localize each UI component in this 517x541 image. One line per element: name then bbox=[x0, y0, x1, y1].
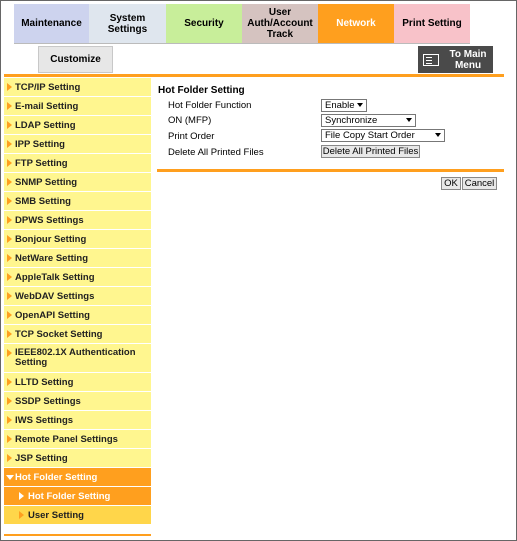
tab-label-line: User bbox=[268, 7, 292, 18]
chevron-down-icon bbox=[406, 118, 412, 122]
tab-label-line: Auth/Account bbox=[247, 18, 313, 29]
triangle-right-icon bbox=[7, 349, 12, 357]
triangle-right-icon bbox=[7, 197, 12, 205]
sidebar-item-ftp[interactable] bbox=[4, 154, 151, 173]
sidebar-item-label bbox=[15, 348, 136, 368]
tab-print-setting[interactable] bbox=[394, 4, 470, 44]
tab-user-auth[interactable] bbox=[242, 4, 318, 44]
sidebar-item-tcp-socket[interactable] bbox=[4, 325, 151, 344]
field-label-hot-folder-function: Hot Folder Function bbox=[168, 100, 252, 111]
tab-label: Network bbox=[336, 18, 376, 29]
triangle-down-icon bbox=[6, 475, 14, 480]
sidebar-item-label: DPWS Settings bbox=[15, 214, 84, 226]
sidebar-item-tcpip[interactable] bbox=[4, 78, 151, 97]
sidebar-item-label: SMB Setting bbox=[15, 195, 71, 207]
sidebar-item-label: SSDP Settings bbox=[15, 395, 81, 407]
sidebar-item-hot-folder[interactable] bbox=[4, 468, 151, 487]
triangle-right-icon bbox=[7, 178, 12, 186]
triangle-right-icon bbox=[19, 492, 24, 500]
tab-customize[interactable] bbox=[38, 46, 113, 73]
sidebar-item-label: WebDAV Settings bbox=[15, 290, 95, 302]
header-divider bbox=[4, 74, 504, 77]
triangle-right-icon bbox=[7, 416, 12, 424]
tab-label bbox=[247, 7, 313, 40]
sidebar-item-label: IPP Setting bbox=[15, 138, 65, 150]
sidebar-item-label: Hot Folder Setting bbox=[15, 471, 98, 483]
sidebar-item-snmp[interactable] bbox=[4, 173, 151, 192]
sidebar-item-label: SNMP Setting bbox=[15, 176, 78, 188]
select-value: File Copy Start Order bbox=[325, 130, 415, 141]
tab-label: Maintenance bbox=[21, 18, 82, 29]
tab-label-line: Track bbox=[266, 29, 294, 40]
tab-label: Customize bbox=[50, 54, 101, 65]
triangle-right-icon bbox=[7, 83, 12, 91]
sidebar-item-netware[interactable] bbox=[4, 249, 151, 268]
sidebar-item-label-line: IEEE802.1X Authentication bbox=[15, 347, 136, 358]
tab-maintenance[interactable] bbox=[14, 4, 89, 44]
triangle-right-icon bbox=[7, 378, 12, 386]
sidebar-item-label-line: Setting bbox=[15, 357, 48, 368]
content-divider bbox=[157, 169, 504, 172]
sidebar-item-label: TCP Socket Setting bbox=[15, 328, 103, 340]
field-label-delete-all-printed: Delete All Printed Files bbox=[168, 147, 264, 158]
sidebar-item-ldap[interactable] bbox=[4, 116, 151, 135]
triangle-right-icon bbox=[7, 102, 12, 110]
tab-label: Print Setting bbox=[402, 18, 462, 29]
ok-button[interactable]: OK bbox=[441, 177, 461, 190]
triangle-right-icon bbox=[7, 254, 12, 262]
sidebar-item-openapi[interactable] bbox=[4, 306, 151, 325]
triangle-right-icon bbox=[7, 311, 12, 319]
sidebar-item-label: TCP/IP Setting bbox=[15, 81, 81, 93]
cancel-button[interactable]: Cancel bbox=[462, 177, 497, 190]
sidebar-item-dpws[interactable] bbox=[4, 211, 151, 230]
triangle-right-icon bbox=[7, 273, 12, 281]
to-main-line: To Main bbox=[449, 48, 487, 60]
sidebar-item-iws[interactable] bbox=[4, 411, 151, 430]
sidebar-item-label: LLTD Setting bbox=[15, 376, 74, 388]
on-mfp-select[interactable] bbox=[321, 114, 416, 127]
sidebar-item-webdav[interactable] bbox=[4, 287, 151, 306]
to-main-menu-label bbox=[445, 49, 493, 71]
sidebar-item-label: OpenAPI Setting bbox=[15, 309, 90, 321]
sidebar-item-label: User Setting bbox=[28, 509, 84, 521]
triangle-right-icon bbox=[19, 511, 24, 519]
sidebar-item-label: Bonjour Setting bbox=[15, 233, 87, 245]
chevron-down-icon bbox=[357, 103, 363, 107]
sidebar-item-label: FTP Setting bbox=[15, 157, 68, 169]
sidebar-item-label: Hot Folder Setting bbox=[28, 490, 111, 502]
sidebar-item-label: LDAP Setting bbox=[15, 119, 76, 131]
sidebar-subitem-hot-folder-setting[interactable] bbox=[4, 487, 151, 506]
sidebar-item-bonjour[interactable] bbox=[4, 230, 151, 249]
sidebar-nav bbox=[4, 78, 151, 525]
tab-label: Security bbox=[184, 18, 224, 29]
sidebar-item-lltd[interactable] bbox=[4, 373, 151, 392]
sidebar-item-ipp[interactable] bbox=[4, 135, 151, 154]
sidebar-item-ieee8021x[interactable] bbox=[4, 344, 151, 373]
select-value: Synchronize bbox=[325, 115, 378, 126]
sidebar-item-label: Remote Panel Settings bbox=[15, 433, 118, 445]
sidebar-item-smb[interactable] bbox=[4, 192, 151, 211]
tab-label: System Settings bbox=[107, 12, 148, 35]
triangle-right-icon bbox=[7, 159, 12, 167]
sidebar-item-appletalk[interactable] bbox=[4, 268, 151, 287]
tab-network[interactable] bbox=[318, 4, 394, 44]
triangle-right-icon bbox=[7, 435, 12, 443]
triangle-right-icon bbox=[7, 216, 12, 224]
triangle-right-icon bbox=[7, 121, 12, 129]
sidebar-bottom-divider bbox=[4, 534, 151, 536]
triangle-right-icon bbox=[7, 397, 12, 405]
tab-system-settings[interactable] bbox=[89, 4, 166, 44]
hot-folder-function-select[interactable] bbox=[321, 99, 367, 112]
sidebar-item-label: IWS Settings bbox=[15, 414, 74, 426]
print-order-select[interactable] bbox=[321, 129, 445, 142]
to-main-menu-button[interactable] bbox=[418, 46, 493, 73]
triangle-right-icon bbox=[7, 292, 12, 300]
sidebar-item-email[interactable] bbox=[4, 97, 151, 116]
triangle-right-icon bbox=[7, 330, 12, 338]
tab-security[interactable] bbox=[166, 4, 242, 44]
chevron-down-icon bbox=[435, 133, 441, 137]
sidebar-item-label: JSP Setting bbox=[15, 452, 68, 464]
page-title: Hot Folder Setting bbox=[158, 85, 245, 96]
field-label-print-order: Print Order bbox=[168, 131, 215, 142]
triangle-right-icon bbox=[7, 235, 12, 243]
sidebar-item-label: AppleTalk Setting bbox=[15, 271, 95, 283]
triangle-right-icon bbox=[7, 454, 12, 462]
sidebar-item-ssdp[interactable] bbox=[4, 392, 151, 411]
to-main-line: Menu bbox=[454, 59, 482, 71]
select-value: Enable bbox=[325, 100, 355, 111]
sidebar-item-remote-panel[interactable] bbox=[4, 430, 151, 449]
triangle-right-icon bbox=[7, 140, 12, 148]
sidebar-item-label: E-mail Setting bbox=[15, 100, 79, 112]
monitor-icon bbox=[423, 54, 439, 66]
sidebar-item-jsp[interactable] bbox=[4, 449, 151, 468]
sidebar-subitem-user-setting[interactable] bbox=[4, 506, 151, 525]
field-label-on-mfp: ON (MFP) bbox=[168, 115, 212, 126]
delete-all-printed-files-button[interactable]: Delete All Printed Files bbox=[322, 146, 419, 157]
sidebar-item-label: NetWare Setting bbox=[15, 252, 89, 264]
